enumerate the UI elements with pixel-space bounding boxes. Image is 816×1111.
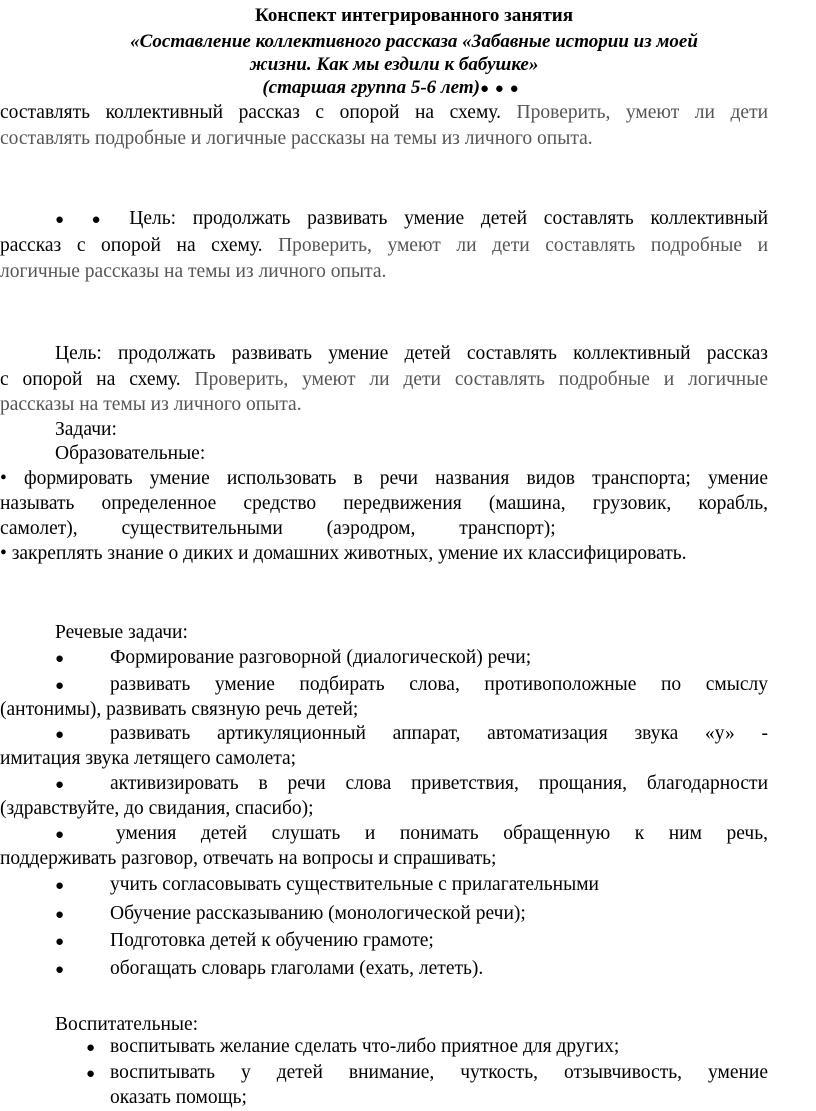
bullet-icon: ● — [55, 934, 65, 950]
speech-item-3-cont: имитация звука летящего самолета; — [0, 748, 297, 769]
speech-item-5-cont: поддерживать разговор, отвечать на вопросы и спрашивать; — [0, 848, 497, 869]
goal-3-line-3: рассказы на темы из личного опыта. — [0, 394, 302, 415]
speech-item-1: Формирование разговорной (диалогической) речи; — [110, 647, 532, 668]
speech-item-2-cont: (антонимы), развивать связную речь детей; — [0, 699, 359, 720]
title-age-group: (старшая группа 5-6 лет) — [262, 77, 480, 98]
speech-item-7: Обучение рассказыванию (монологической речи); — [110, 903, 526, 924]
bullet-icon: ● — [55, 827, 65, 843]
bullet-icon: ● — [55, 678, 65, 694]
goal-2-line-3: логичные рассказы на темы из личного опыта. — [0, 261, 387, 282]
speech-item-4: активизировать в речи слова приветствия, прощания, благодарности — [110, 773, 768, 794]
educational-item-2: • закреплять знание о диких и домашних животных, умение их классифицировать. — [0, 543, 687, 564]
title-line-2: «Составление коллективного рассказа «Забавные истории из моей — [130, 31, 698, 52]
goal-2-line-2 — [0, 233, 768, 259]
upbringing-heading: Воспитательные: — [55, 1014, 199, 1035]
speech-heading: Речевые задачи: — [55, 622, 188, 643]
goal-1-text: составлять коллективный рассказ с опорой на схему. — [0, 102, 501, 123]
bullet-icon: ● — [55, 907, 65, 923]
speech-item-8: Подготовка детей к обучению грамоте; — [110, 930, 434, 951]
upbringing-item-2: воспитывать у детей внимание, чуткость, отзывчивость, умение — [110, 1062, 768, 1083]
bullet-icon: ● — [55, 651, 65, 667]
goal-2-text: Цель: продолжать развивать умение детей составлять коллективный — [129, 208, 769, 229]
goal-3-line-1: Цель: продолжать развивать умение детей составлять коллективный рассказ — [55, 343, 768, 364]
goal-2-line-1 — [55, 206, 768, 233]
speech-item-2: развивать умение подбирать слова, противоположные по смыслу — [110, 674, 768, 695]
speech-item-6: учить согласовывать существительные с прилагательными — [110, 874, 599, 895]
bullet-icon: ● — [55, 962, 65, 978]
speech-item-3: развивать артикуляционный аппарат, автоматизация звука «у» - — [110, 723, 768, 744]
educational-item-1: • формировать умение использовать в речи названия видов транспорта; умение — [0, 468, 768, 489]
educational-heading: Образовательные: — [55, 443, 206, 464]
bullet-icon: ● — [55, 727, 65, 743]
goal-3-line-2 — [0, 367, 768, 393]
speech-item-4-cont: (здравствуйте, до свидания, спасибо); — [0, 798, 314, 819]
title-line-3: жизни. Как мы ездили к бабушке» — [249, 54, 539, 75]
goal-1-line-1 — [0, 100, 768, 126]
goal-2-text-b: рассказ с опорой на схему. — [0, 235, 263, 256]
title-line-4 — [0, 77, 782, 100]
bullet-marks: ● ● ● — [479, 81, 520, 97]
upbringing-item-2-cont: оказать помощь; — [110, 1087, 247, 1108]
title-line-1: Конспект интегрированного занятия — [255, 5, 573, 26]
bullet-icon: ● — [55, 777, 65, 793]
educational-item-1-cont: называть определенное средство передвижения (машина, грузовик, корабль, — [0, 493, 768, 514]
bullet-icon: ● — [86, 1066, 96, 1082]
tasks-heading: Задачи: — [55, 419, 117, 440]
speech-item-9: обогащать словарь глаголами (ехать, лететь). — [110, 958, 484, 979]
educational-item-1-cont-2: самолет), существительными (аэродром, транспорт); — [0, 518, 556, 539]
goal-1-line-2: составлять подробные и логичные рассказы на темы из личного опыта. — [0, 128, 593, 149]
goal-3-check-text: Проверить, умеют ли дети составлять подробные и логичные — [194, 369, 768, 390]
goal-2-check-text: Проверить, умеют ли дети составлять подробные и — [278, 235, 769, 256]
goal-3-text-b: с опорой на схему. — [0, 369, 181, 390]
speech-item-5: умения детей слушать и понимать обращенную к ним речь, — [116, 823, 768, 844]
goal-1-check-text: Проверить, умеют ли дети — [516, 102, 769, 123]
upbringing-item-1: воспитывать желание сделать что-либо приятное для других; — [110, 1036, 620, 1057]
bullet-icon: ● — [86, 1040, 96, 1056]
bullet-marks: ● ● — [55, 212, 113, 228]
bullet-icon: ● — [55, 878, 65, 894]
